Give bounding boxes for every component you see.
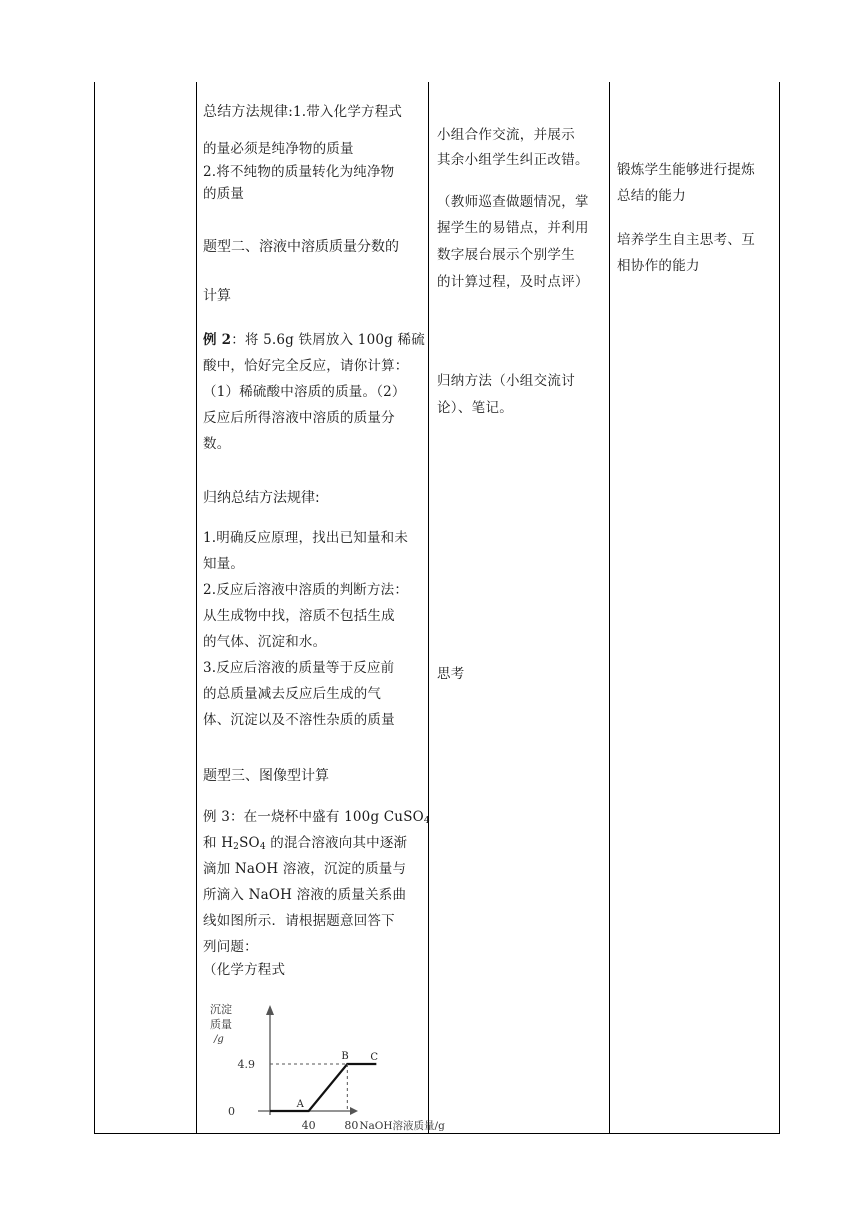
- y-axis-label-line-1: 沉淀: [210, 1003, 232, 1016]
- rule2-line-1: 2.反应后溶液中溶质的判断方法：: [203, 582, 409, 598]
- example3-text-2c: 的混合溶液向其中逐渐: [265, 835, 408, 851]
- example3-line-1: [203, 805, 430, 826]
- summary2-heading: 归纳总结方法规律:: [203, 490, 320, 506]
- intent-line-1: 锻炼学生能够进行提炼: [617, 162, 755, 178]
- rule1-line-2: 知量。: [203, 556, 245, 572]
- rule2-line-2: 从生成物中找，溶质不包括生成: [203, 608, 395, 624]
- example3-line-4: 所滴入 NaOH 溶液的质量关系曲: [203, 887, 407, 903]
- intent-line-4: 相协作的能力: [617, 258, 700, 274]
- x-axis-arrow: [350, 1107, 358, 1115]
- summary-text: :1.带入化学方程式: [288, 104, 403, 120]
- table-border-left: [94, 82, 95, 1134]
- y-tick-label: 4.9: [237, 1058, 255, 1071]
- activity-line-5: 数字展台展示个别学生: [437, 247, 575, 263]
- example2-line-2: 酸中，恰好完全反应，请你计算：: [203, 358, 409, 374]
- table-divider-3: [609, 82, 610, 1134]
- example3-line-7: （化学方程式: [203, 962, 286, 978]
- example2-line-5: 数。: [203, 436, 231, 452]
- y-tick-label: 0: [228, 1105, 235, 1118]
- example2-line-4: 反应后所得溶液中溶质的质量分: [203, 410, 395, 426]
- rule3-line-3: 体、沉淀以及不溶性杂质的质量: [203, 712, 395, 728]
- table-border-right: [779, 82, 780, 1134]
- subscript: 2: [233, 842, 240, 852]
- type3-heading: 题型三、图像型计算: [203, 768, 329, 784]
- summary-line-4: 的质量: [203, 186, 245, 202]
- activity-line-1: 小组合作交流，并展示: [437, 127, 575, 143]
- activity-line-2: 其余小组学生纠正改错。: [437, 152, 589, 168]
- x-tick-label: 40: [301, 1119, 316, 1132]
- intent-line-3: 培养学生自主思考、互: [617, 232, 755, 248]
- activity-line-8: 论）、笔记。: [437, 400, 514, 416]
- intent-line-2: 总结的能力: [617, 188, 686, 204]
- activity-line-7: 归纳方法（小组交流讨: [437, 373, 575, 389]
- activity-line-6: 的计算过程，及时点评）: [437, 274, 589, 290]
- example2-line-1: [203, 328, 425, 348]
- example3-line-2: [203, 831, 407, 852]
- activity-line-4: 握学生的易错点，并利用: [437, 220, 589, 236]
- rule1-line-1: 1.明确反应原理，找出已知量和未: [203, 530, 409, 546]
- table-divider-2: [428, 82, 429, 1134]
- activity-line-3: （教师巡查做题情况，掌: [437, 194, 589, 210]
- example3-line-5: 线如图所示．请根据题意回答下: [203, 913, 395, 929]
- rule3-line-2: 的总质量减去反应后生成的气: [203, 686, 382, 702]
- table-divider-1: [196, 82, 197, 1134]
- precipitate-chart: [200, 995, 445, 1133]
- x-axis-label: NaOH溶液质量/g: [359, 1120, 445, 1132]
- type2-heading: 题型二、溶液中溶质质量分数的: [203, 239, 399, 255]
- example2-text: ：将 5.6g 铁屑放入 100g 稀硫: [231, 332, 425, 348]
- point-label-a: A: [296, 1099, 304, 1110]
- y-axis-unit: /g: [214, 1034, 224, 1045]
- example3-text-2b: SO: [239, 835, 260, 851]
- subscript: 4: [423, 816, 430, 826]
- point-label-c: C: [370, 1052, 378, 1063]
- example3-line-3: 滴加 NaOH 溶液，沉淀的质量与: [203, 861, 407, 877]
- summary-line-3: 2.将不纯物的质量转化为纯净物: [203, 164, 395, 180]
- y-axis-label-line-2: 质量: [210, 1018, 232, 1031]
- x-tick-label: 80: [344, 1119, 359, 1132]
- summary-label: 总结方法规律: [203, 104, 289, 120]
- example3-text-1: 例 3：在一烧杯中盛有 100g CuSO: [203, 809, 424, 825]
- table-border-bottom: [94, 1133, 779, 1134]
- summary-line-2: 的量必须是纯净物的质量: [203, 141, 354, 157]
- y-axis-arrow: [266, 1005, 274, 1015]
- rule3-line-1: 3.反应后溶液的质量等于反应前: [203, 660, 395, 676]
- example3-text-2a: 和 H: [203, 835, 234, 851]
- type2-heading-cont: 计算: [203, 288, 231, 304]
- data-line: [270, 1064, 376, 1111]
- subscript: 4: [259, 842, 266, 852]
- summary-line-1: [203, 100, 402, 121]
- precipitate-chart-svg: [200, 995, 445, 1133]
- example2-label: 例 2: [203, 332, 232, 348]
- example3-line-6: 列问题：: [203, 939, 258, 955]
- rule2-line-3: 的气体、沉淀和水。: [203, 634, 327, 650]
- example2-line-3: （1）稀硫酸中溶质的质量。（2）: [203, 384, 406, 400]
- activity-line-9: 思考: [437, 666, 465, 682]
- point-label-b: B: [341, 1051, 349, 1062]
